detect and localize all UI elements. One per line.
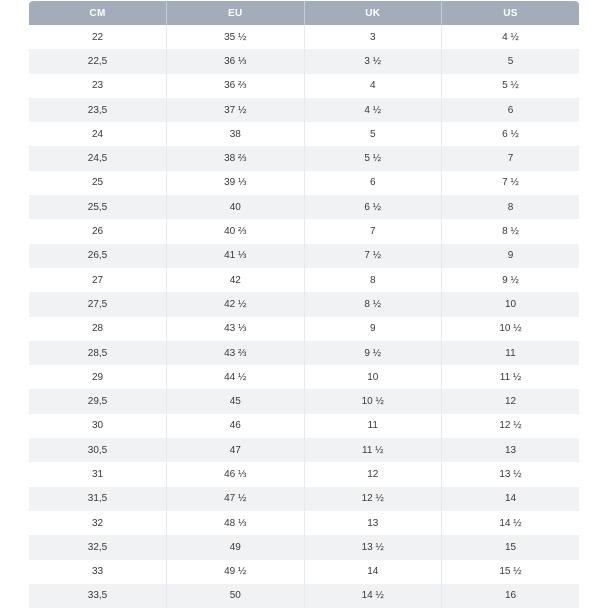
size-table xyxy=(29,1,579,608)
table-row xyxy=(29,74,579,98)
table-row xyxy=(29,487,579,511)
cell-eu: 42 xyxy=(167,268,305,292)
cell-eu: 47 ½ xyxy=(167,487,305,511)
cell-us: 13 ½ xyxy=(442,462,580,486)
cell-us: 12 ½ xyxy=(442,414,580,438)
cell-eu: 38 ⅔ xyxy=(167,146,305,170)
cell-uk: 4 ½ xyxy=(304,98,442,122)
cell-uk: 8 xyxy=(304,268,442,292)
cell-uk: 11 xyxy=(304,414,442,438)
table-row xyxy=(29,292,579,316)
cell-cm: 23,5 xyxy=(29,98,167,122)
cell-uk: 4 xyxy=(304,74,442,98)
table-row xyxy=(29,49,579,73)
cell-uk: 6 ½ xyxy=(304,195,442,219)
cell-eu: 36 ⅔ xyxy=(167,74,305,98)
cell-eu: 43 ⅓ xyxy=(167,317,305,341)
cell-us: 8 ½ xyxy=(442,219,580,243)
cell-uk: 7 ½ xyxy=(304,244,442,268)
cell-uk: 9 xyxy=(304,317,442,341)
cell-cm: 33,5 xyxy=(29,584,167,608)
cell-uk: 14 xyxy=(304,560,442,584)
cell-us: 12 xyxy=(442,389,580,413)
cell-uk: 11 ½ xyxy=(304,438,442,462)
table-row xyxy=(29,98,579,122)
cell-eu: 37 ½ xyxy=(167,98,305,122)
cell-us: 5 xyxy=(442,49,580,73)
table-row xyxy=(29,365,579,389)
cell-cm: 25 xyxy=(29,171,167,195)
cell-uk: 12 xyxy=(304,462,442,486)
cell-cm: 32 xyxy=(29,511,167,535)
cell-us: 7 ½ xyxy=(442,171,580,195)
cell-us: 10 ½ xyxy=(442,317,580,341)
table-row xyxy=(29,414,579,438)
cell-cm: 31 xyxy=(29,462,167,486)
cell-uk: 6 xyxy=(304,171,442,195)
cell-us: 15 ½ xyxy=(442,560,580,584)
header-us: US xyxy=(442,1,580,25)
cell-eu: 46 xyxy=(167,414,305,438)
cell-uk: 3 ½ xyxy=(304,49,442,73)
cell-cm: 29 xyxy=(29,365,167,389)
cell-us: 7 xyxy=(442,146,580,170)
cell-cm: 25,5 xyxy=(29,195,167,219)
cell-uk: 5 xyxy=(304,122,442,146)
cell-us: 5 ½ xyxy=(442,74,580,98)
cell-eu: 49 ½ xyxy=(167,560,305,584)
table-row xyxy=(29,462,579,486)
cell-cm: 27,5 xyxy=(29,292,167,316)
cell-uk: 10 ½ xyxy=(304,389,442,413)
cell-eu: 47 xyxy=(167,438,305,462)
cell-cm: 32,5 xyxy=(29,535,167,559)
cell-cm: 26,5 xyxy=(29,244,167,268)
cell-us: 6 xyxy=(442,98,580,122)
cell-eu: 40 xyxy=(167,195,305,219)
cell-us: 9 ½ xyxy=(442,268,580,292)
cell-cm: 22 xyxy=(29,25,167,49)
cell-uk: 9 ½ xyxy=(304,341,442,365)
cell-cm: 33 xyxy=(29,560,167,584)
table-header xyxy=(29,1,579,25)
table-row xyxy=(29,268,579,292)
header-row xyxy=(29,1,579,25)
cell-us: 13 xyxy=(442,438,580,462)
cell-uk: 14 ½ xyxy=(304,584,442,608)
cell-us: 15 xyxy=(442,535,580,559)
table-row xyxy=(29,146,579,170)
cell-uk: 3 xyxy=(304,25,442,49)
cell-uk: 13 ½ xyxy=(304,535,442,559)
cell-us: 6 ½ xyxy=(442,122,580,146)
cell-us: 14 xyxy=(442,487,580,511)
table-row xyxy=(29,535,579,559)
cell-eu: 45 xyxy=(167,389,305,413)
cell-eu: 41 ⅓ xyxy=(167,244,305,268)
cell-eu: 38 xyxy=(167,122,305,146)
cell-cm: 24 xyxy=(29,122,167,146)
table-row xyxy=(29,122,579,146)
table-row xyxy=(29,317,579,341)
table-row xyxy=(29,195,579,219)
cell-cm: 24,5 xyxy=(29,146,167,170)
size-chart xyxy=(29,1,579,608)
cell-us: 14 ½ xyxy=(442,511,580,535)
cell-eu: 46 ⅓ xyxy=(167,462,305,486)
table-row xyxy=(29,171,579,195)
cell-us: 16 xyxy=(442,584,580,608)
cell-eu: 44 ½ xyxy=(167,365,305,389)
cell-eu: 50 xyxy=(167,584,305,608)
cell-us: 11 xyxy=(442,341,580,365)
cell-eu: 43 ⅔ xyxy=(167,341,305,365)
header-uk: UK xyxy=(304,1,442,25)
table-row xyxy=(29,25,579,49)
table-row xyxy=(29,560,579,584)
cell-eu: 39 ⅓ xyxy=(167,171,305,195)
cell-us: 8 xyxy=(442,195,580,219)
cell-cm: 23 xyxy=(29,74,167,98)
cell-uk: 5 ½ xyxy=(304,146,442,170)
table-row xyxy=(29,389,579,413)
cell-cm: 26 xyxy=(29,219,167,243)
cell-uk: 13 xyxy=(304,511,442,535)
table-row xyxy=(29,584,579,608)
cell-cm: 27 xyxy=(29,268,167,292)
header-cm: CM xyxy=(29,1,167,25)
cell-cm: 28 xyxy=(29,317,167,341)
cell-eu: 49 xyxy=(167,535,305,559)
header-eu: EU xyxy=(167,1,305,25)
table-row xyxy=(29,438,579,462)
cell-eu: 40 ⅔ xyxy=(167,219,305,243)
cell-us: 10 xyxy=(442,292,580,316)
cell-uk: 7 xyxy=(304,219,442,243)
table-row xyxy=(29,219,579,243)
cell-cm: 30,5 xyxy=(29,438,167,462)
cell-uk: 12 ½ xyxy=(304,487,442,511)
cell-us: 11 ½ xyxy=(442,365,580,389)
table-row xyxy=(29,341,579,365)
cell-us: 4 ½ xyxy=(442,25,580,49)
table-row xyxy=(29,244,579,268)
table-row xyxy=(29,511,579,535)
cell-cm: 29,5 xyxy=(29,389,167,413)
cell-eu: 35 ½ xyxy=(167,25,305,49)
cell-uk: 10 xyxy=(304,365,442,389)
cell-eu: 42 ½ xyxy=(167,292,305,316)
cell-uk: 8 ½ xyxy=(304,292,442,316)
cell-cm: 31,5 xyxy=(29,487,167,511)
cell-cm: 28,5 xyxy=(29,341,167,365)
cell-eu: 36 ⅓ xyxy=(167,49,305,73)
cell-cm: 22,5 xyxy=(29,49,167,73)
cell-eu: 48 ⅓ xyxy=(167,511,305,535)
cell-us: 9 xyxy=(442,244,580,268)
cell-cm: 30 xyxy=(29,414,167,438)
table-body xyxy=(29,25,579,608)
